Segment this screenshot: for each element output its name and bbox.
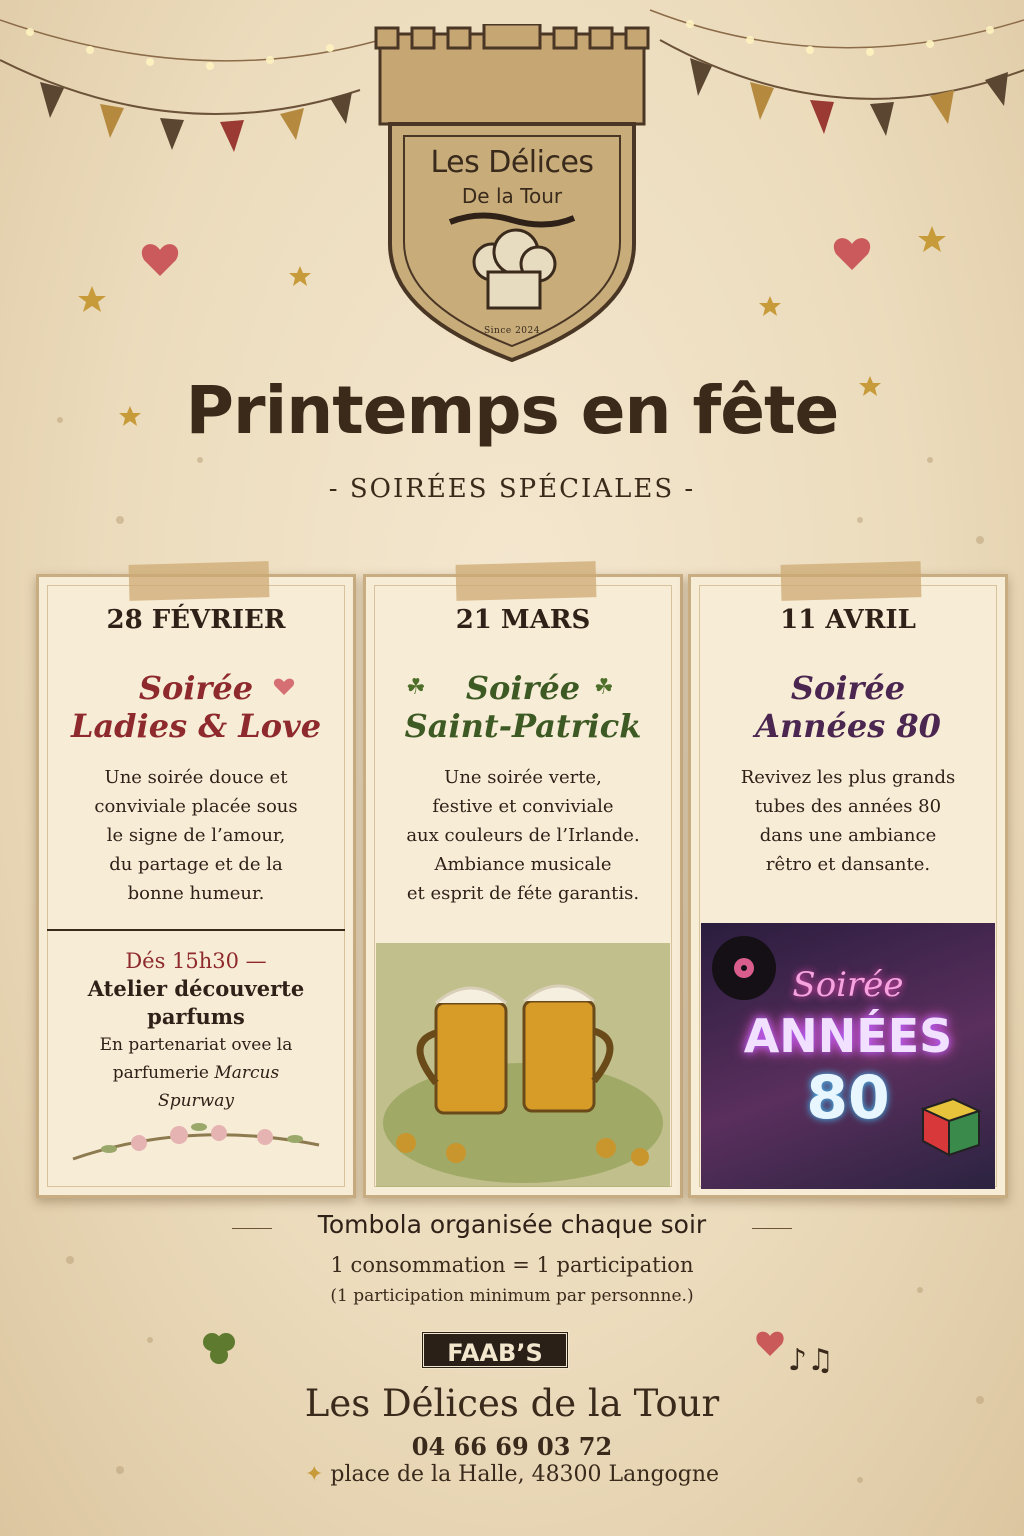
event-description: Une soirée verte, festive et conviviale aux couleurs de l’Irlande. Ambiance musicale et esprit de féte garantis. xyxy=(406,767,640,904)
main-subtitle: - SOIRÉES SPÉCIALES - xyxy=(328,474,696,504)
sparkle-icon: ✦ xyxy=(304,1462,324,1487)
heart-icon xyxy=(273,677,295,697)
event-description: Revivez les plus grands tubes des années 80 dans une ambiance rêtro et dansante. xyxy=(740,767,956,875)
main-title: Printemps en fête xyxy=(185,372,839,449)
neon-line-1: Soirée xyxy=(792,965,904,1005)
event-description: Une soirée douce et conviviale placée sous le signe de l’amour, du partage et de la bonne humeur. xyxy=(94,767,298,904)
faabs-logo: FAAB’S xyxy=(421,1331,569,1369)
divider xyxy=(47,929,345,931)
shamrock-icon: ☘ xyxy=(406,675,426,700)
event-date: 11 AVRIL xyxy=(780,605,916,635)
event-card-ladies xyxy=(36,574,356,1198)
rubiks-cube-icon xyxy=(913,1089,983,1159)
workshop-info: Dés 15h30 — Atelier découverte parfums En partenariat ovee la parfumerie Marcus Spurway xyxy=(87,949,305,1111)
music-note-icon: ♪♫ xyxy=(788,1343,835,1378)
footer-name: Les Délices de la Tour xyxy=(304,1382,720,1425)
event-date: 28 FÉVRIER xyxy=(106,605,286,635)
address: ✦ place de la Halle, 48300 Langogne xyxy=(304,1462,720,1487)
tombola-minimum: (1 participation minimum par personnne.) xyxy=(330,1286,694,1306)
event-title: Soirée Saint-Patrick xyxy=(404,669,642,745)
crest-since: Since 2024 xyxy=(484,326,540,336)
flower-branch-icon xyxy=(69,1109,325,1169)
shamrock-icon: ☘ xyxy=(594,675,614,700)
retro-80s-illustration xyxy=(701,923,995,1189)
event-card-annees-80 xyxy=(688,574,1008,1198)
neon-line-2: ANNÉES xyxy=(743,1009,953,1063)
event-title: Soirée Années 80 xyxy=(755,669,941,745)
event-title: Soirée Ladies & Love xyxy=(70,669,322,745)
phone-number: 04 66 69 03 72 xyxy=(411,1432,613,1461)
clover-icon xyxy=(203,1333,235,1364)
crest-subtitle: De la Tour xyxy=(461,184,563,208)
beer-mugs-illustration xyxy=(376,943,670,1187)
tombola-rule: 1 consommation = 1 participation xyxy=(330,1253,694,1277)
neon-line-3: 80 xyxy=(806,1063,890,1133)
event-date: 21 MARS xyxy=(455,605,591,635)
tombola-title: Tombola organisée chaque soir xyxy=(317,1210,707,1239)
crest-title: Les Délices xyxy=(430,145,594,180)
event-card-saint-patrick xyxy=(363,574,683,1198)
